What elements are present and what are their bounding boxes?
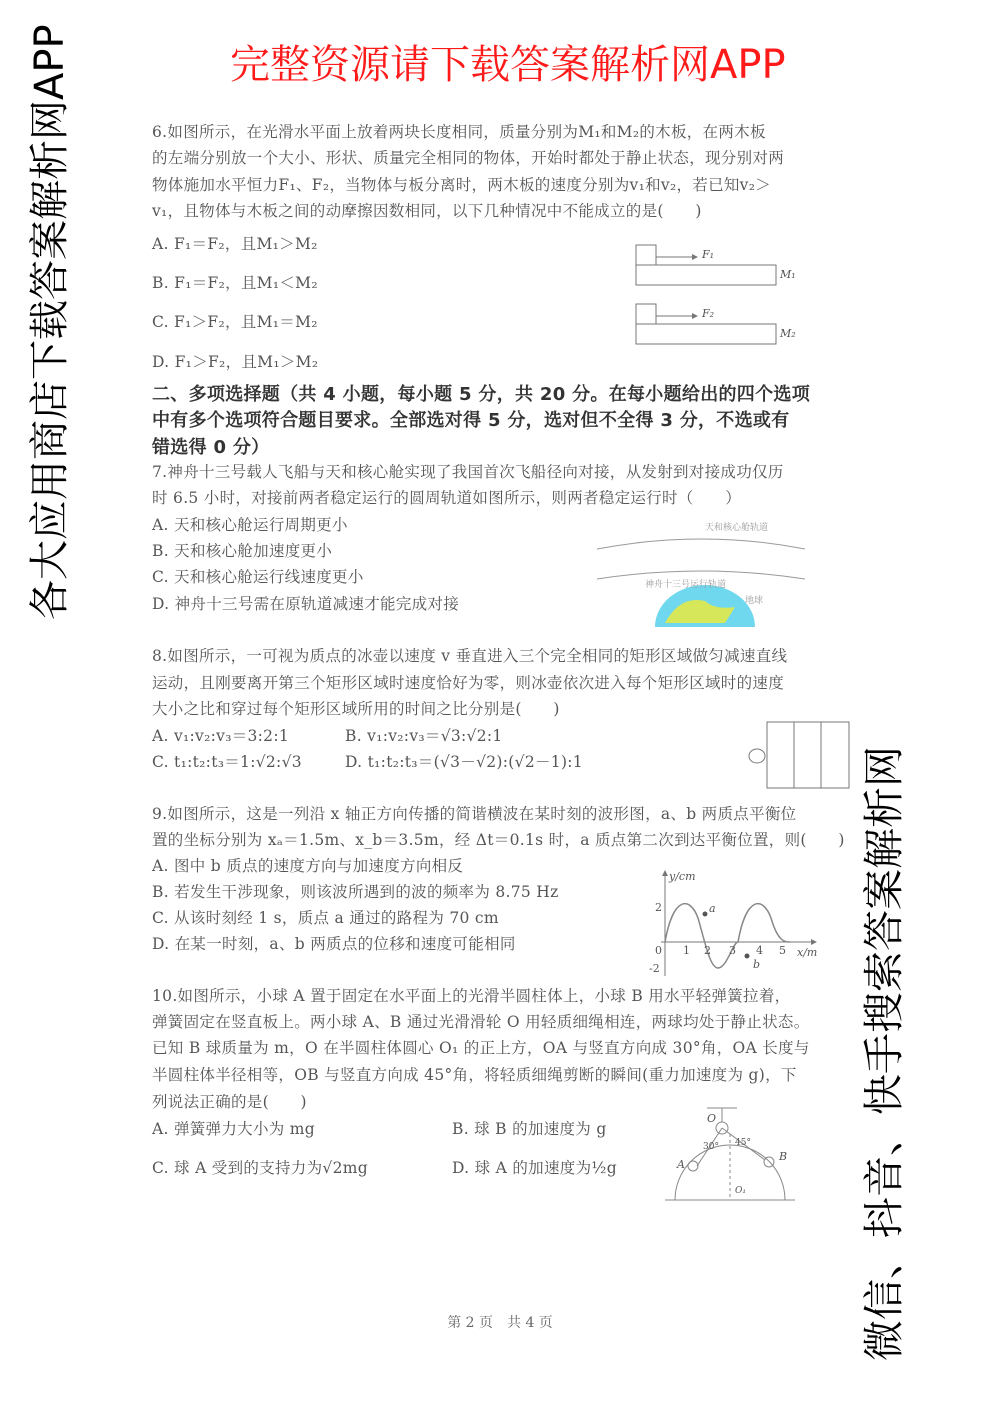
pulley-o-label: O bbox=[707, 1112, 717, 1125]
ball-b-label: B bbox=[779, 1150, 788, 1163]
q10-option-b: B. 球 B 的加速度为 g bbox=[452, 1120, 607, 1138]
q7-option-a: A. 天和核心舱运行周期更小 bbox=[152, 516, 348, 534]
q6-option-c: C. F₁＞F₂，且M₁＝M₂ bbox=[152, 313, 318, 331]
q8-stem-line: 8.如图所示，一可视为质点的冰壶以速度 v 垂直进入三个完全相同的矩形区域做匀减速直线 bbox=[152, 647, 788, 665]
section-heading: 中有多个选项符合题目要求。全部选对得 5 分，选对但不全得 3 分，不选或有 bbox=[152, 410, 790, 431]
point-b-label: b bbox=[753, 958, 761, 971]
q6-stem-line: 的左端分别放一个大小、形状、质量完全相同的物体，开始时都处于静止状态，现分别对两 bbox=[152, 149, 785, 167]
q7-orbit-figure bbox=[595, 515, 810, 627]
q10-option-c: C. 球 A 受到的支持力为√2mg bbox=[152, 1159, 368, 1177]
f2-label: F₂ bbox=[702, 307, 715, 320]
earth-label: 地球 bbox=[745, 596, 764, 606]
q9-option-a: A. 图中 b 质点的速度方向与加速度方向相反 bbox=[152, 857, 464, 875]
watermark-top-left: 各大应用商店下载答案解析网APP bbox=[27, 24, 73, 620]
f1-label: F₁ bbox=[702, 248, 715, 261]
q6-stem-line: 物体施加水平恒力F₁、F₂，当物体与板分离时，两木板的速度分别为v₁和v₂，若已知v₂＞ bbox=[152, 176, 772, 194]
q10-pulley-figure bbox=[665, 1100, 835, 1210]
q7-stem-line: 7.神舟十三号载人飞船与天和核心舱实现了我国首次飞船径向对接，从发射到对接成功仅历 bbox=[152, 463, 784, 481]
q10-option-a: A. 弹簧弹力大小为 mg bbox=[152, 1120, 315, 1138]
x-tick: 0 bbox=[655, 944, 662, 957]
orbit2-label: 神舟十三号运行轨道 bbox=[645, 580, 727, 590]
ball-a-label: A bbox=[677, 1158, 685, 1171]
watermark-center: 完整资源请下载答案解析网APP bbox=[230, 42, 786, 88]
q10-stem-line: 弹簧固定在竖直板上。两小球 A、B 通过光滑滑轮 O 用轻质细绳相连，两球均处于静止状态。 bbox=[152, 1013, 810, 1031]
q9-wave-figure bbox=[645, 868, 830, 978]
q8-option-d: D. t₁:t₂:t₃＝(√3－√2):(√2－1):1 bbox=[345, 753, 583, 771]
q9-option-b: B. 若发生干涉现象，则该波所遇到的波的频率为 8.75 Hz bbox=[152, 883, 559, 901]
q8-option-c: C. t₁:t₂:t₃＝1:√2:√3 bbox=[152, 753, 302, 771]
q10-stem-line: 半圆柱体半径相等，OB 与竖直方向成 45°角，将轻质细绳剪断的瞬间(重力加速度为 g)，下 bbox=[152, 1066, 797, 1084]
orbit1-label: 天和核心舱轨道 bbox=[705, 523, 769, 533]
q8-stem-line: 大小之比和穿过每个矩形区域所用的时间之比分别是( ) bbox=[152, 700, 560, 718]
q9-option-c: C. 从该时刻经 1 s，质点 a 通过的路程为 70 cm bbox=[152, 909, 499, 927]
q6-option-a: A. F₁＝F₂，且M₁＞M₂ bbox=[152, 235, 318, 253]
x-tick: 4 bbox=[756, 944, 763, 957]
y-tick: 2 bbox=[655, 901, 662, 914]
section-heading: 错选得 0 分） bbox=[152, 437, 270, 458]
x-tick: 2 bbox=[704, 944, 711, 957]
q6-stem-line: 6.如图所示，在光滑水平面上放着两块长度相同，质量分别为M₁和M₂的木板，在两木板 bbox=[152, 123, 766, 141]
q6-stem-line: v₁，且物体与木板之间的动摩擦因数相同，以下几种情况中不能成立的是( ) bbox=[152, 202, 702, 220]
q10-stem-line: 列说法正确的是( ) bbox=[152, 1093, 307, 1111]
y-axis-label: y/cm bbox=[669, 870, 696, 883]
angle-30-label: 30° bbox=[703, 1142, 719, 1152]
angle-45-label: 45° bbox=[735, 1138, 751, 1148]
q8-stem-line: 运动，且刚要离开第三个矩形区域时速度恰好为零，则冰壶依次进入每个矩形区域时的速度 bbox=[152, 674, 785, 692]
section-heading: 二、多项选择题（共 4 小题，每小题 5 分，共 20 分。在每小题给出的四个选项 bbox=[152, 384, 810, 405]
q7-stem-line: 时 6.5 小时，对接前两者稳定运行的圆周轨道如图所示，则两者稳定运行时（ ） bbox=[152, 489, 742, 507]
watermark-bottom-right: 微信、抖音、快手搜索答案解析网 bbox=[860, 746, 908, 1361]
q10-stem-line: 10.如图所示，小球 A 置于固定在水平面上的光滑半圆柱体上，小球 B 用水平轻弹簧拉着， bbox=[152, 987, 791, 1005]
x-axis-label: x/m bbox=[797, 946, 818, 959]
page-footer: 第 2 页 共 4 页 bbox=[447, 1315, 553, 1331]
m1-label: M₁ bbox=[780, 268, 796, 281]
q6-board-figure bbox=[630, 240, 810, 350]
x-tick: 1 bbox=[683, 944, 690, 957]
x-tick: 3 bbox=[729, 944, 736, 957]
q6-option-d: D. F₁＞F₂，且M₁＞M₂ bbox=[152, 353, 319, 371]
q10-option-d: D. 球 A 的加速度为½g bbox=[452, 1159, 617, 1177]
q7-option-c: C. 天和核心舱运行线速度更小 bbox=[152, 568, 364, 586]
q9-option-d: D. 在某一时刻，a、b 两质点的位移和速度可能相同 bbox=[152, 935, 516, 953]
q8-option-b: B. v₁:v₂:v₃＝√3:√2:1 bbox=[345, 727, 503, 745]
q7-option-d: D. 神舟十三号需在原轨道减速才能完成对接 bbox=[152, 595, 460, 613]
y-tick: -2 bbox=[649, 962, 660, 975]
q8-option-a: A. v₁:v₂:v₃＝3:2:1 bbox=[152, 727, 290, 745]
q9-stem-line: 9.如图所示，这是一列沿 x 轴正方向传播的简谐横波在某时刻的波形图，a、b 两质点平衡位 bbox=[152, 805, 797, 823]
m2-label: M₂ bbox=[780, 327, 796, 340]
center-o1-label: O₁ bbox=[735, 1186, 746, 1196]
q6-option-b: B. F₁＝F₂，且M₁＜M₂ bbox=[152, 274, 318, 292]
q8-curling-figure bbox=[745, 720, 853, 790]
point-a-label: a bbox=[709, 902, 716, 915]
q10-stem-line: 已知 B 球质量为 m，O 在半圆柱体圆心 O₁ 的正上方，OA 与竖直方向成 30°角，OA 长度与 bbox=[152, 1039, 810, 1057]
q7-option-b: B. 天和核心舱加速度更小 bbox=[152, 542, 333, 560]
q9-stem-line: 置的坐标分别为 xₐ＝1.5m、x_b＝3.5m，经 Δt＝0.1s 时，a 质点第二次到达平衡位置，则( ) bbox=[152, 831, 845, 849]
x-tick: 5 bbox=[779, 944, 786, 957]
